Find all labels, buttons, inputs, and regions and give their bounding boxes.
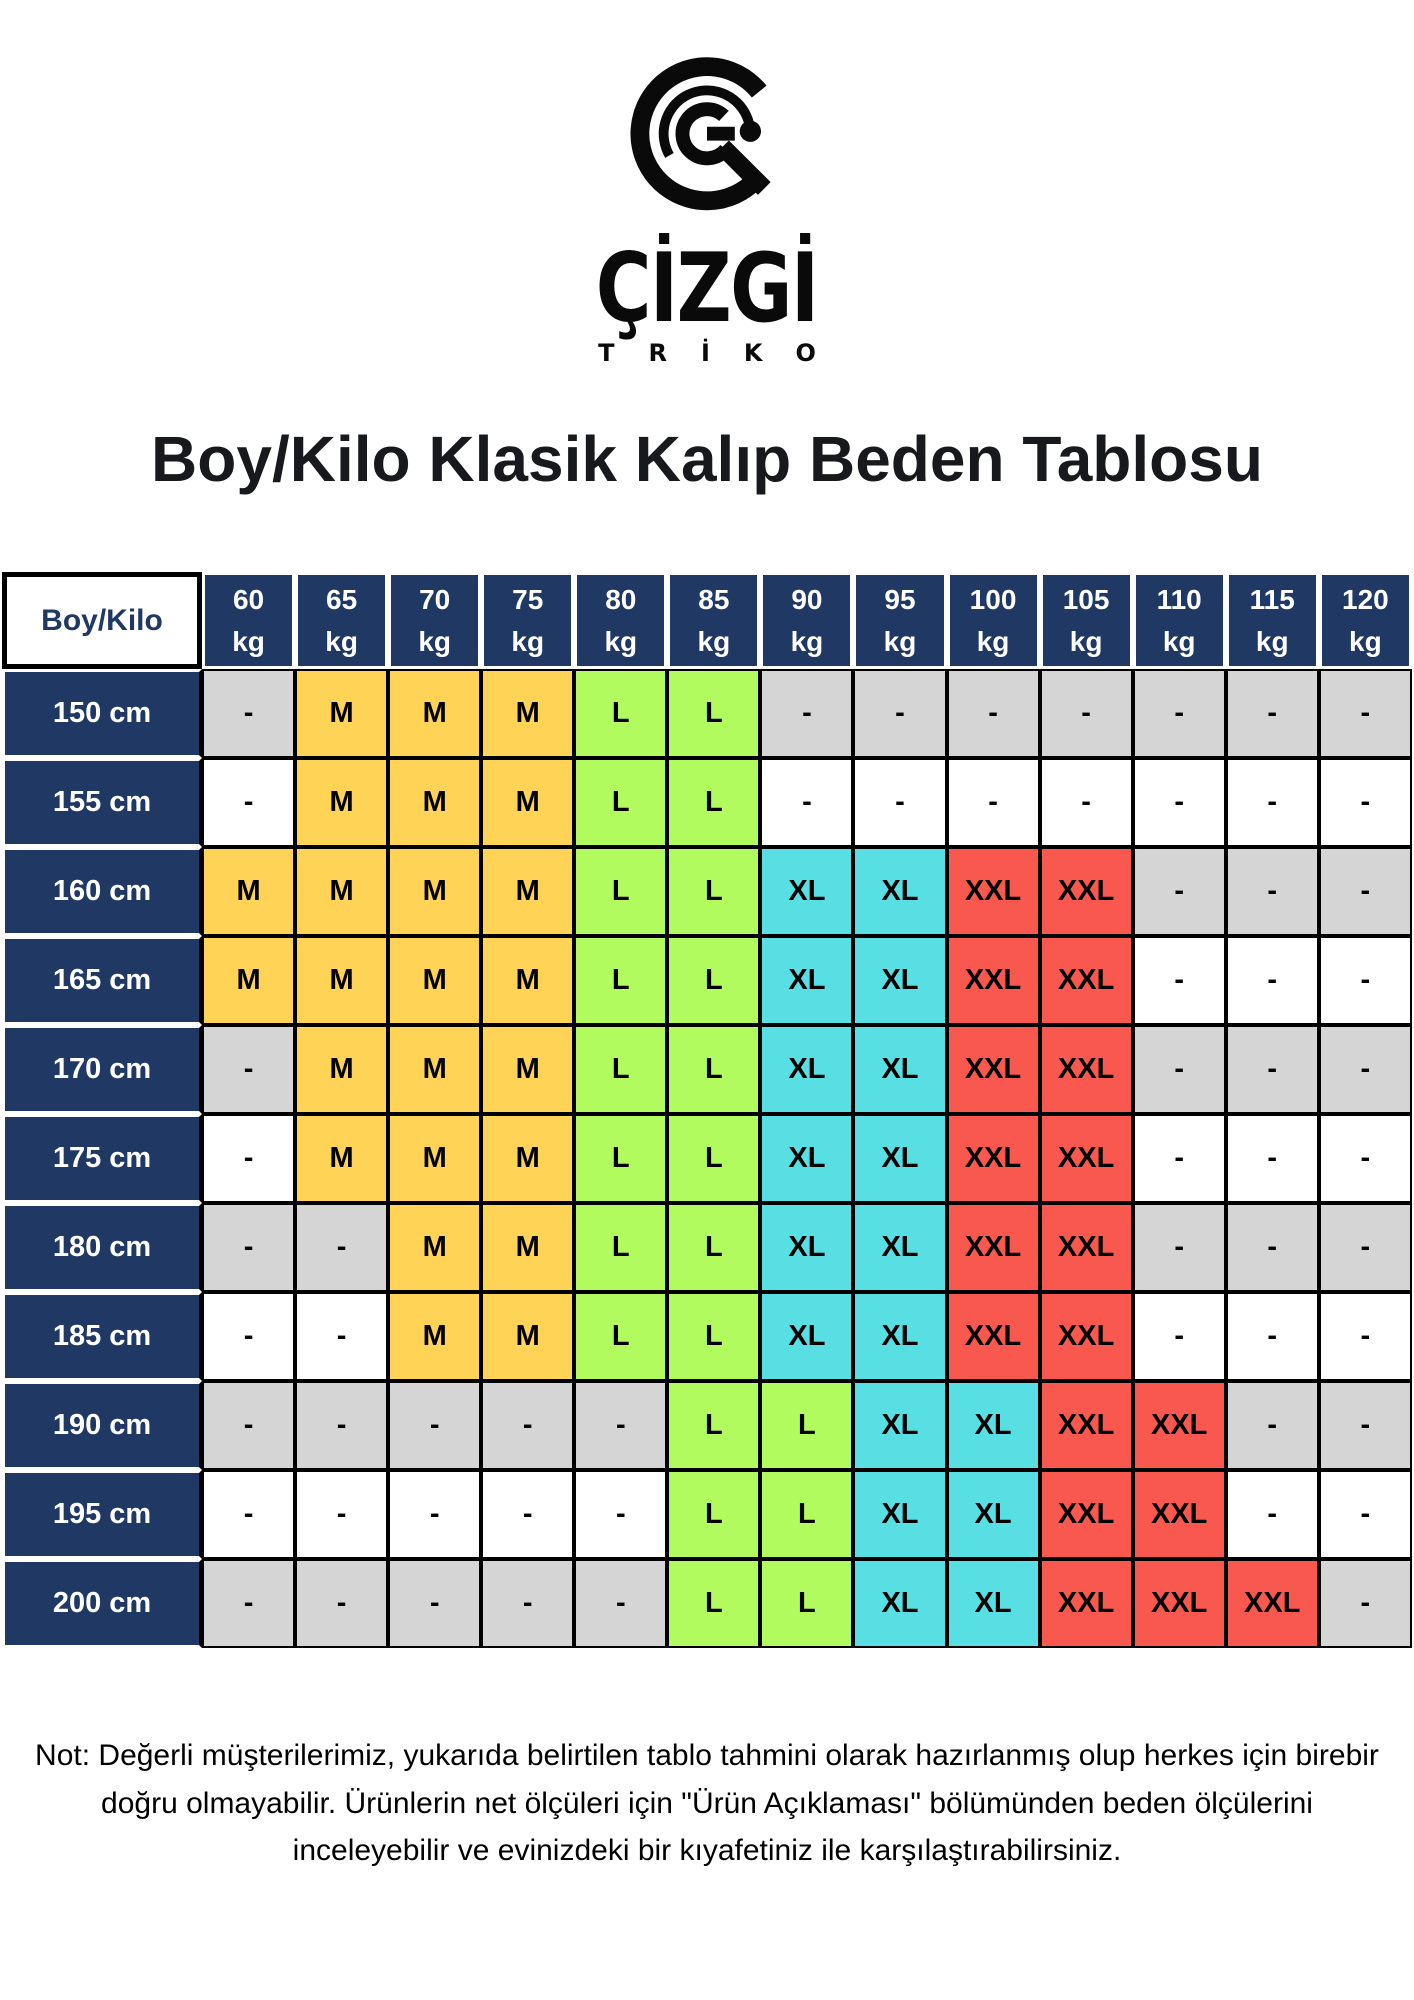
size-cell-m: M xyxy=(481,847,574,936)
row-header-150-cm: 150 cm xyxy=(2,669,202,758)
size-cell-xl: XL xyxy=(853,1292,946,1381)
size-cell-xl: XL xyxy=(853,1559,946,1648)
size-cell-empty: - xyxy=(1133,669,1226,758)
size-cell-l: L xyxy=(667,1292,760,1381)
size-cell-empty: - xyxy=(295,1559,388,1648)
weight-header-115kg: 115 kg xyxy=(1226,572,1319,669)
table-row xyxy=(2,1203,1412,1292)
size-cell-empty: - xyxy=(1226,669,1319,758)
size-cell-xxl: XXL xyxy=(1040,1292,1133,1381)
size-cell-m: M xyxy=(295,1025,388,1114)
size-cell-xxl: XXL xyxy=(1040,1381,1133,1470)
table-row xyxy=(2,1114,1412,1203)
size-cell-xl: XL xyxy=(760,936,853,1025)
size-cell-empty: - xyxy=(853,669,946,758)
size-cell-xl: XL xyxy=(760,1114,853,1203)
size-cell-m: M xyxy=(481,936,574,1025)
size-cell-empty: - xyxy=(1133,1203,1226,1292)
size-cell-empty: - xyxy=(388,1381,481,1470)
table-row xyxy=(2,758,1412,847)
size-cell-xxl: XXL xyxy=(1040,847,1133,936)
size-cell-m: M xyxy=(481,1114,574,1203)
size-cell-empty: - xyxy=(947,758,1040,847)
size-cell-empty: - xyxy=(1226,1114,1319,1203)
size-cell-empty: - xyxy=(1319,1203,1412,1292)
row-header-170-cm: 170 cm xyxy=(2,1025,202,1114)
size-cell-xl: XL xyxy=(853,1203,946,1292)
size-cell-l: L xyxy=(667,1203,760,1292)
size-cell-l: L xyxy=(760,1470,853,1559)
row-header-165-cm: 165 cm xyxy=(2,936,202,1025)
size-cell-xxl: XXL xyxy=(1040,1114,1133,1203)
size-cell-empty: - xyxy=(388,1470,481,1559)
weight-header-80kg: 80 kg xyxy=(574,572,667,669)
size-cell-empty: - xyxy=(202,1381,295,1470)
size-cell-empty: - xyxy=(202,1292,295,1381)
size-cell-m: M xyxy=(388,1292,481,1381)
size-cell-empty: - xyxy=(202,1470,295,1559)
size-cell-l: L xyxy=(667,669,760,758)
size-cell-m: M xyxy=(295,847,388,936)
size-cell-empty: - xyxy=(1319,1381,1412,1470)
size-cell-empty: - xyxy=(481,1470,574,1559)
size-cell-xl: XL xyxy=(947,1559,1040,1648)
size-cell-m: M xyxy=(388,847,481,936)
size-cell-empty: - xyxy=(202,1203,295,1292)
row-header-195-cm: 195 cm xyxy=(2,1470,202,1559)
size-cell-l: L xyxy=(667,1381,760,1470)
size-cell-xl: XL xyxy=(760,1203,853,1292)
size-cell-xl: XL xyxy=(853,1025,946,1114)
size-cell-empty: - xyxy=(1133,1292,1226,1381)
size-cell-l: L xyxy=(574,936,667,1025)
size-cell-empty: - xyxy=(1319,1559,1412,1648)
size-cell-m: M xyxy=(481,1292,574,1381)
size-cell-xxl: XXL xyxy=(1040,1025,1133,1114)
size-cell-xxl: XXL xyxy=(1040,1559,1133,1648)
size-cell-l: L xyxy=(667,1559,760,1648)
size-cell-empty: - xyxy=(1226,758,1319,847)
size-cell-empty: - xyxy=(295,1381,388,1470)
row-header-160-cm: 160 cm xyxy=(2,847,202,936)
size-cell-xl: XL xyxy=(853,936,946,1025)
size-cell-m: M xyxy=(388,1025,481,1114)
size-cell-l: L xyxy=(574,1114,667,1203)
size-cell-xl: XL xyxy=(760,1025,853,1114)
brand-subtitle: TRİKO xyxy=(598,339,850,368)
size-cell-empty: - xyxy=(1319,1292,1412,1381)
size-cell-empty: - xyxy=(1040,669,1133,758)
weight-header-95kg: 95 kg xyxy=(853,572,946,669)
weight-header-75kg: 75 kg xyxy=(481,572,574,669)
size-cell-xl: XL xyxy=(853,1470,946,1559)
size-cell-empty: - xyxy=(1133,758,1226,847)
size-cell-xxl: XXL xyxy=(1226,1559,1319,1648)
size-cell-l: L xyxy=(760,1381,853,1470)
page-title: Boy/Kilo Klasik Kalıp Beden Tablosu xyxy=(151,423,1263,496)
size-cell-l: L xyxy=(574,847,667,936)
size-cell-m: M xyxy=(295,1114,388,1203)
size-cell-xl: XL xyxy=(853,847,946,936)
size-cell-empty: - xyxy=(202,1025,295,1114)
size-cell-l: L xyxy=(574,1025,667,1114)
weight-header-120kg: 120 kg xyxy=(1319,572,1412,669)
size-cell-xxl: XXL xyxy=(1040,936,1133,1025)
row-header-190-cm: 190 cm xyxy=(2,1381,202,1470)
row-header-155-cm: 155 cm xyxy=(2,758,202,847)
size-cell-xxl: XXL xyxy=(947,1114,1040,1203)
size-cell-xl: XL xyxy=(947,1470,1040,1559)
size-cell-empty: - xyxy=(760,758,853,847)
size-cell-empty: - xyxy=(1226,1381,1319,1470)
weight-header-100kg: 100 kg xyxy=(947,572,1040,669)
size-cell-empty: - xyxy=(481,1559,574,1648)
corner-cell: Boy/Kilo xyxy=(2,572,202,669)
size-cell-empty: - xyxy=(1226,1025,1319,1114)
weight-header-70kg: 70 kg xyxy=(388,572,481,669)
size-cell-empty: - xyxy=(1226,1292,1319,1381)
size-cell-xl: XL xyxy=(947,1381,1040,1470)
size-cell-m: M xyxy=(388,758,481,847)
size-cell-xxl: XXL xyxy=(947,1025,1040,1114)
size-cell-l: L xyxy=(574,1203,667,1292)
size-cell-xxl: XXL xyxy=(947,1203,1040,1292)
size-cell-empty: - xyxy=(1040,758,1133,847)
size-cell-empty: - xyxy=(481,1381,574,1470)
size-cell-empty: - xyxy=(1226,936,1319,1025)
size-cell-empty: - xyxy=(1226,1203,1319,1292)
size-cell-l: L xyxy=(574,1292,667,1381)
size-cell-m: M xyxy=(388,936,481,1025)
size-cell-m: M xyxy=(295,936,388,1025)
weight-header-65kg: 65 kg xyxy=(295,572,388,669)
size-cell-xl: XL xyxy=(853,1381,946,1470)
size-cell-empty: - xyxy=(574,1559,667,1648)
table-row xyxy=(2,1292,1412,1381)
brand-logo xyxy=(0,0,1414,367)
weight-header-60kg: 60 kg xyxy=(202,572,295,669)
size-cell-m: M xyxy=(295,758,388,847)
size-cell-xl: XL xyxy=(760,847,853,936)
size-cell-m: M xyxy=(202,847,295,936)
size-cell-xxl: XXL xyxy=(1133,1470,1226,1559)
size-cell-xxl: XXL xyxy=(947,847,1040,936)
size-cell-empty: - xyxy=(202,758,295,847)
size-cell-empty: - xyxy=(1319,847,1412,936)
weight-header-105kg: 105 kg xyxy=(1040,572,1133,669)
size-cell-l: L xyxy=(574,758,667,847)
size-cell-m: M xyxy=(481,1203,574,1292)
size-cell-xxl: XXL xyxy=(947,1292,1040,1381)
size-cell-empty: - xyxy=(388,1559,481,1648)
size-cell-empty: - xyxy=(760,669,853,758)
size-cell-empty: - xyxy=(1319,936,1412,1025)
size-cell-l: L xyxy=(667,758,760,847)
size-cell-xl: XL xyxy=(853,1114,946,1203)
size-cell-xxl: XXL xyxy=(1040,1203,1133,1292)
size-cell-m: M xyxy=(202,936,295,1025)
row-header-180-cm: 180 cm xyxy=(2,1203,202,1292)
size-cell-empty: - xyxy=(574,1470,667,1559)
size-cell-empty: - xyxy=(853,758,946,847)
size-cell-empty: - xyxy=(574,1381,667,1470)
size-cell-xxl: XXL xyxy=(1133,1559,1226,1648)
size-cell-xxl: XXL xyxy=(947,936,1040,1025)
size-table-body xyxy=(2,669,1412,1648)
size-cell-m: M xyxy=(295,669,388,758)
size-cell-xl: XL xyxy=(760,1292,853,1381)
table-row xyxy=(2,1559,1412,1648)
size-cell-m: M xyxy=(388,1203,481,1292)
size-cell-empty: - xyxy=(1226,847,1319,936)
size-cell-empty: - xyxy=(1133,1114,1226,1203)
size-cell-empty: - xyxy=(295,1292,388,1381)
table-row xyxy=(2,936,1412,1025)
size-table xyxy=(2,572,1412,1648)
size-cell-l: L xyxy=(760,1559,853,1648)
size-cell-l: L xyxy=(574,669,667,758)
table-row xyxy=(2,847,1412,936)
size-cell-m: M xyxy=(481,758,574,847)
size-cell-l: L xyxy=(667,1470,760,1559)
size-cell-empty: - xyxy=(295,1470,388,1559)
table-row xyxy=(2,669,1412,758)
size-cell-m: M xyxy=(481,1025,574,1114)
weight-header-110kg: 110 kg xyxy=(1133,572,1226,669)
size-cell-l: L xyxy=(667,1025,760,1114)
size-cell-empty: - xyxy=(1226,1470,1319,1559)
size-cell-empty: - xyxy=(1319,1114,1412,1203)
cizgi-logo-icon xyxy=(617,50,797,242)
size-cell-l: L xyxy=(667,1114,760,1203)
size-cell-empty: - xyxy=(1133,936,1226,1025)
size-cell-empty: - xyxy=(1319,1470,1412,1559)
row-header-185-cm: 185 cm xyxy=(2,1292,202,1381)
brand-name: ÇİZGİ xyxy=(596,234,818,344)
size-cell-empty: - xyxy=(202,1559,295,1648)
weight-header-90kg: 90 kg xyxy=(760,572,853,669)
size-cell-xxl: XXL xyxy=(1133,1381,1226,1470)
size-cell-empty: - xyxy=(1319,1025,1412,1114)
size-cell-empty: - xyxy=(202,1114,295,1203)
size-cell-empty: - xyxy=(1133,1025,1226,1114)
table-row xyxy=(2,1381,1412,1470)
size-cell-empty: - xyxy=(295,1203,388,1292)
size-cell-l: L xyxy=(667,847,760,936)
size-cell-empty: - xyxy=(1133,847,1226,936)
weight-header-85kg: 85 kg xyxy=(667,572,760,669)
size-cell-l: L xyxy=(667,936,760,1025)
size-cell-m: M xyxy=(388,1114,481,1203)
size-cell-xxl: XXL xyxy=(1040,1470,1133,1559)
note-text: Not: Değerli müşterilerimiz, yukarıda belirtilen tablo tahmini olarak hazırlanmış olup herkes için birebir doğru olmayabilir. Ürünlerin net ölçüleri için "Ürün Açıklaması" bölümünden beden ölçülerini inceleyebilir ve evinizdeki bir kıyafetiniz ile karşılaştırabilirsiniz. xyxy=(35,1739,1379,1867)
size-cell-empty: - xyxy=(1319,758,1412,847)
size-cell-empty: - xyxy=(947,669,1040,758)
size-cell-empty: - xyxy=(1319,669,1412,758)
weights-header-row xyxy=(2,572,1412,669)
row-header-175-cm: 175 cm xyxy=(2,1114,202,1203)
size-cell-m: M xyxy=(481,669,574,758)
table-row xyxy=(2,1470,1412,1559)
row-header-200-cm: 200 cm xyxy=(2,1559,202,1648)
table-row xyxy=(2,1025,1412,1114)
size-cell-m: M xyxy=(388,669,481,758)
size-cell-empty: - xyxy=(202,669,295,758)
